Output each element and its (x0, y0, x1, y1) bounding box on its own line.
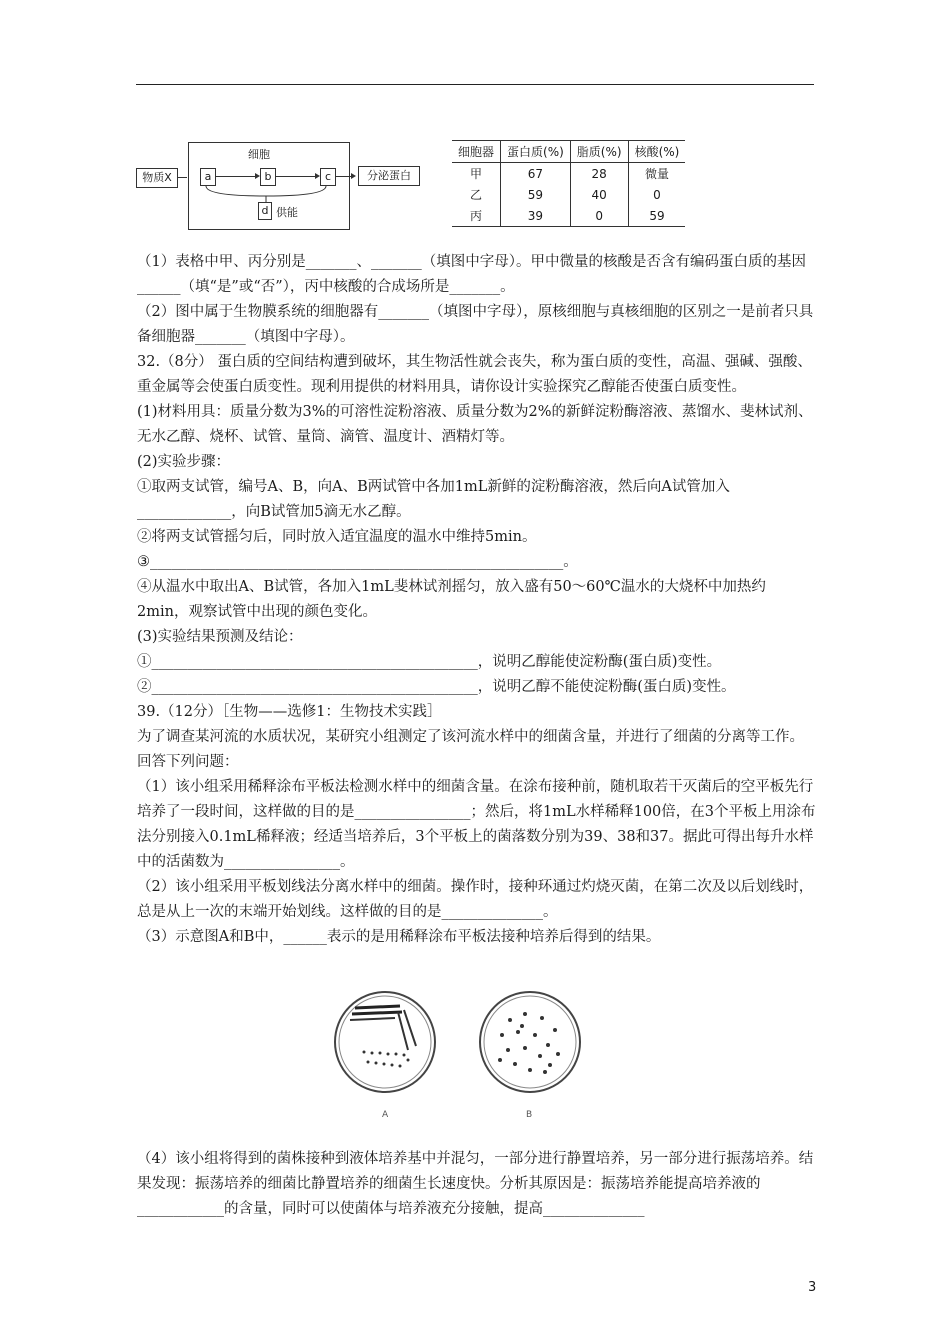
table-header: 核酸(%) (628, 141, 685, 163)
paragraph: （2）该小组采用平板划线法分离水样中的细菌。操作时，接种环通过灼烧灭菌，在第二次及以后划线时，总是从上一次的末端开始划线。这样做的目的是______________。 (137, 879, 814, 920)
header-rule (136, 84, 814, 85)
cell-label: 细胞 (248, 148, 270, 161)
table-header: 脂质(%) (570, 141, 628, 163)
node-d: d (258, 202, 272, 220)
paragraph: ②将两支试管摇匀后，同时放入适宜温度的温水中维持5min。 (137, 529, 537, 545)
page-number: 3 (808, 1280, 817, 1295)
table-row (452, 163, 685, 185)
table-row (452, 205, 685, 227)
paragraph: （1）表格中甲、丙分别是_______、_______（填图中字母）。甲中微量的核酸是否含有编码蛋白质的基因______（填“是”或“否”），丙中核酸的合成场所是_______。 (137, 254, 806, 295)
output-box: 分泌蛋白 (358, 166, 420, 186)
table-header: 细胞器 (452, 141, 501, 163)
table-cell: 59 (628, 205, 685, 227)
plate-label-b: B (526, 1110, 533, 1120)
paragraph: （4）该小组将得到的菌株接种到液体培养基中并混匀，一部分进行静置培养，另一部分进行振荡培养。结果发现：振荡培养的细菌比静置培养的细菌生长速度快。分析其原因是：振荡培养能提高培养液的____________的含量，同时可以使菌体与培养液充分接触，提高______________ (137, 1151, 814, 1217)
table-cell: 乙 (452, 184, 501, 205)
petri-dishes-image (330, 990, 590, 1100)
paragraph: ③_________________________________________________________。 (137, 554, 578, 570)
paragraph: (2)实验步骤： (137, 454, 231, 470)
paragraph: 为了调查某河流的水质状况，某研究小组测定了该河流水样中的细菌含量，并进行了细菌的分离等工作。回答下列问题： (137, 729, 804, 770)
paragraph: （3）示意图A和B中，______表示的是用稀释涂布平板法接种培养后得到的结果。 (137, 929, 661, 945)
paragraph: 32.（8分） 蛋白质的空间结构遭到破坏，其生物活性就会丧失，称为蛋白质的变性，高温、强碱、强酸、重金属等会使蛋白质变性。现利用提供的材料用具，请你设计实验探究乙醇能否使蛋白质变性。 (137, 354, 812, 395)
energy-label: 供能 (276, 206, 298, 219)
paragraph: ①_____________________________________________，说明乙醇能使淀粉酶(蛋白质)变性。 (137, 654, 722, 670)
table-cell: 甲 (452, 163, 501, 185)
paragraph: ②_____________________________________________，说明乙醇不能使淀粉酶(蛋白质)变性。 (137, 679, 736, 695)
organelle-table (452, 140, 685, 227)
petri-dish-figure (330, 990, 590, 1120)
energy-brace (196, 184, 346, 204)
table-cell: 59 (501, 184, 571, 205)
input-box: 物质X (136, 168, 178, 188)
table-cell: 67 (501, 163, 571, 185)
cell-flow-diagram (136, 138, 456, 234)
node-c: c (320, 168, 336, 186)
paragraph: ④从温水中取出A、B试管，各加入1mL斐林试剂摇匀，放入盛有50～60℃温水的大烧杯中加热约2min，观察试管中出现的颜色变化。 (137, 579, 766, 620)
paragraph: (3)实验结果预测及结论： (137, 629, 303, 645)
table-cell: 28 (570, 163, 628, 185)
table-header: 蛋白质(%) (501, 141, 571, 163)
table-cell: 0 (653, 187, 661, 202)
question-text (137, 250, 817, 950)
plate-label-a: A (382, 1110, 389, 1120)
table-row (452, 184, 685, 205)
question-text-bottom (137, 1147, 817, 1222)
table-cell: 丙 (452, 205, 501, 227)
table-cell: 39 (501, 205, 571, 227)
table-cell: 40 (570, 184, 628, 205)
table-cell: 0 (570, 205, 628, 227)
paragraph: （1）该小组采用稀释涂布平板法检测水样中的细菌含量。在涂布接种前，随机取若干灭菌后的空平板先行培养了一段时间，这样做的目的是________________；然后，将1mL水样稀释100倍，在3个平板上用涂布法分别接入0.1mL稀释液；经适当培养后，3个平板上的菌落数分别为39、38和37。据此可得出每升水样中的活菌数为________________。 (137, 779, 816, 870)
table-cell: 微量 (644, 167, 669, 181)
node-a: a (200, 168, 216, 186)
node-b: b (260, 168, 276, 186)
paragraph: 39.（12分）［生物——选修1：生物技术实践］ (137, 704, 442, 720)
paragraph: ①取两支试管，编号A、B，向A、B两试管中各加1mL新鲜的淀粉酶溶液，然后向A试管加入_____________，向B试管加5滴无水乙醇。 (137, 479, 730, 520)
paragraph: (1)材料用具：质量分数为3%的可溶性淀粉溶液、质量分数为2%的新鲜淀粉酶溶液、蒸馏水、斐林试剂、无水乙醇、烧杯、试管、量筒、滴管、温度计、酒精灯等。 (137, 404, 813, 445)
paragraph: （2）图中属于生物膜系统的细胞器有_______（填图中字母），原核细胞与真核细胞的区别之一是前者只具备细胞器_______（填图中字母）。 (137, 304, 814, 345)
